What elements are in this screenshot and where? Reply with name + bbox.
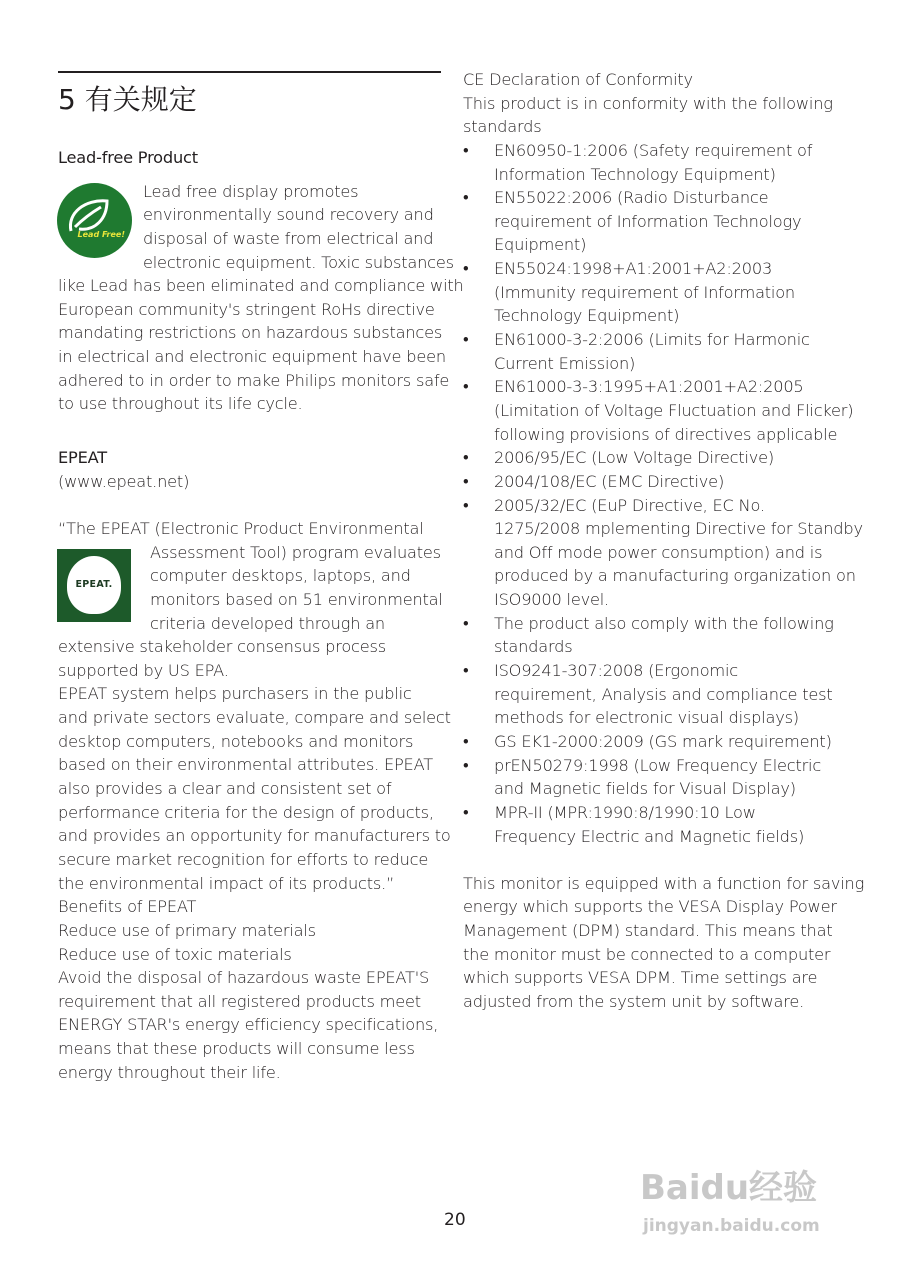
text-line: electronic equipment. Toxic substances xyxy=(143,252,454,272)
text-line: also provides a clear and consistent set of xyxy=(58,779,392,799)
text-line: • EN55022:2006 (Radio Disturbance xyxy=(463,186,863,210)
text-line: Management (DPM) standard. This means that xyxy=(463,921,833,941)
bullet-icon: • xyxy=(463,471,469,491)
text-line: computer desktops, laptops, and xyxy=(150,566,411,586)
text-line: • EN60950-1:2006 (Safety requirement of xyxy=(463,139,863,163)
text-line: • prEN50279:1998 (Low Frequency Electric xyxy=(463,754,863,778)
bullet-item xyxy=(463,470,863,494)
text-line: desktop computers, notebooks and monitors xyxy=(58,731,414,751)
text-line: adjusted from the system unit by software. xyxy=(463,991,805,1011)
bullet-item xyxy=(463,375,863,446)
epeat-url: (www.epeat.net) xyxy=(58,471,190,491)
text-line: This product is in conformity with the following xyxy=(463,93,833,113)
bullet-item xyxy=(463,139,863,186)
text-line: performance criteria for the design of products, xyxy=(58,802,434,822)
bullet-item xyxy=(463,612,863,659)
text-line: based on their environmental attributes. EPEAT xyxy=(58,755,433,775)
text-line: Assessment Tool) program evaluates xyxy=(150,542,441,562)
bullet-icon: • xyxy=(463,140,469,160)
text-line: Frequency Electric and Magnetic fields) xyxy=(494,826,805,846)
text-line: monitors based on 51 environmental xyxy=(150,589,443,609)
text-line: ENERGY STAR's energy efficiency specifications, xyxy=(58,1015,439,1035)
text-line: energy throughout their life. xyxy=(58,1062,281,1082)
watermark-url: jingyan.baidu.com xyxy=(643,1216,820,1236)
text-line: disposal of waste from electrical and xyxy=(143,228,434,248)
text-line: Benefits of EPEAT xyxy=(58,897,197,917)
spacer xyxy=(58,170,448,180)
page-title: 5 有关规定 xyxy=(58,83,197,116)
text-line: • ISO9241-307:2008 (Ergonomic xyxy=(463,659,863,683)
bullet-item xyxy=(463,659,863,730)
right-column xyxy=(463,68,863,1014)
text-line: Lead free display promotes xyxy=(143,181,359,201)
bullet-icon: • xyxy=(463,802,469,822)
text-line: the environmental impact of its products.” xyxy=(58,873,395,893)
text-line: CE Declaration of Conformity xyxy=(463,70,693,89)
text-line: produced by a manufacturing organization on xyxy=(494,566,856,586)
text-line: ISO9000 level. xyxy=(494,590,609,610)
bullet-icon: • xyxy=(463,448,469,468)
text-line: extensive stakeholder consensus process xyxy=(58,637,386,657)
bullet-icon: • xyxy=(463,495,469,515)
bullet-icon: • xyxy=(463,188,469,208)
bullet-icon: • xyxy=(463,661,469,681)
text-line: Reduce use of toxic materials xyxy=(58,944,292,964)
epeat-logo-text: EPEAT. xyxy=(75,579,113,590)
text-line: • 2005/32/EC (EuP Directive, EC No. xyxy=(463,494,863,518)
bullet-item xyxy=(463,257,863,328)
bullet-icon: • xyxy=(463,755,469,775)
text-line: requirement that all registered products meet xyxy=(58,991,421,1011)
text-line: environmentally sound recovery and xyxy=(143,205,434,225)
text-line: European community's stringent RoHs directive xyxy=(58,299,435,319)
text-line: EPEAT system helps purchasers in the public xyxy=(58,684,412,704)
text-line: Current Emission) xyxy=(494,353,636,373)
bullet-item xyxy=(463,801,863,848)
bullet-item xyxy=(463,494,863,612)
bullet-item xyxy=(463,446,863,470)
page-number: 20 xyxy=(444,1210,466,1230)
text-line: to use throughout its life cycle. xyxy=(58,394,303,414)
text-line: in electrical and electronic equipment have been xyxy=(58,347,446,367)
text-line: secure market recognition for efforts to reduce xyxy=(58,849,429,869)
text-line: • MPR-II (MPR:1990:8/1990:10 Low xyxy=(463,801,863,825)
bullet-icon: • xyxy=(463,613,469,633)
bullet-icon: • xyxy=(463,377,469,397)
text-line: (Limitation of Voltage Fluctuation and Flicker) xyxy=(494,400,854,420)
section-heading-lead-free: Lead-free Product xyxy=(58,148,198,167)
text-line: and private sectors evaluate, compare and select xyxy=(58,708,451,728)
text-line: following provisions of directives applicable xyxy=(494,424,838,444)
spacer xyxy=(58,493,448,517)
text-line: the monitor must be connected to a computer xyxy=(463,944,831,964)
text-line: adhered to in order to make Philips monitors safe xyxy=(58,370,450,390)
text-line: Technology Equipment) xyxy=(494,306,680,326)
bullet-item xyxy=(463,328,863,375)
text-line: • 2006/95/EC (Low Voltage Directive) xyxy=(463,446,863,470)
bullet-icon: • xyxy=(463,731,469,751)
section-heading-epeat: EPEAT xyxy=(58,448,107,468)
text-line: • GS EK1-2000:2009 (GS mark requirement) xyxy=(463,730,863,754)
text-line: 1275/2008 mplementing Directive for Standby xyxy=(494,519,863,539)
bullet-item xyxy=(463,186,863,257)
text-line: mandating restrictions on hazardous substances xyxy=(58,323,443,343)
text-line: This monitor is equipped with a function for saving xyxy=(463,873,865,893)
bullet-item xyxy=(463,754,863,801)
text-line: which supports VESA DPM. Time settings are xyxy=(463,968,818,988)
text-line: (Immunity requirement of Information xyxy=(494,282,795,302)
spacer xyxy=(58,416,448,446)
text-line: “The EPEAT (Electronic Product Environmental xyxy=(58,518,424,538)
text-line: Avoid the disposal of hazardous waste EPEAT'S xyxy=(58,968,430,988)
text-line: requirement of Information Technology xyxy=(494,211,802,231)
spacer xyxy=(463,848,863,872)
text-line: supported by US EPA. xyxy=(58,660,229,680)
text-line: Reduce use of primary materials xyxy=(58,920,316,940)
bullet-icon: • xyxy=(463,330,469,350)
heading-rule xyxy=(58,71,441,73)
text-line: and Magnetic fields for Visual Display) xyxy=(494,779,796,799)
text-line: requirement, Analysis and compliance test xyxy=(494,684,833,704)
watermark-logo: Baidu经验 xyxy=(640,1168,818,1208)
text-line: Equipment) xyxy=(494,235,587,255)
text-line: standards xyxy=(463,117,542,137)
text-line: standards xyxy=(494,637,573,657)
text-line: like Lead has been eliminated and compliance with xyxy=(58,276,464,296)
text-line: • 2004/108/EC (EMC Directive) xyxy=(463,470,863,494)
bullet-icon: • xyxy=(463,259,469,279)
left-column xyxy=(58,146,464,1084)
text-line: and Off mode power consumption) and is xyxy=(494,542,823,562)
text-line: methods for electronic visual displays) xyxy=(494,708,799,728)
bullet-item xyxy=(463,730,863,754)
lead-free-logo-text: Lead Free! xyxy=(77,230,125,239)
text-line: and provides an opportunity for manufacturers to xyxy=(58,826,451,846)
text-line: means that these products will consume less xyxy=(58,1039,415,1059)
text-line: criteria developed through an xyxy=(150,613,385,633)
text-line: energy which supports the VESA Display Power xyxy=(463,897,837,917)
text-line: • The product also comply with the following xyxy=(463,612,863,636)
text-line: Information Technology Equipment) xyxy=(494,164,776,184)
text-line: • EN61000-3-2:2006 (Limits for Harmonic xyxy=(463,328,863,352)
text-line: • EN61000-3-3:1995+A1:2001+A2:2005 xyxy=(463,375,863,399)
text-line: • EN55024:1998+A1:2001+A2:2003 xyxy=(463,257,863,281)
